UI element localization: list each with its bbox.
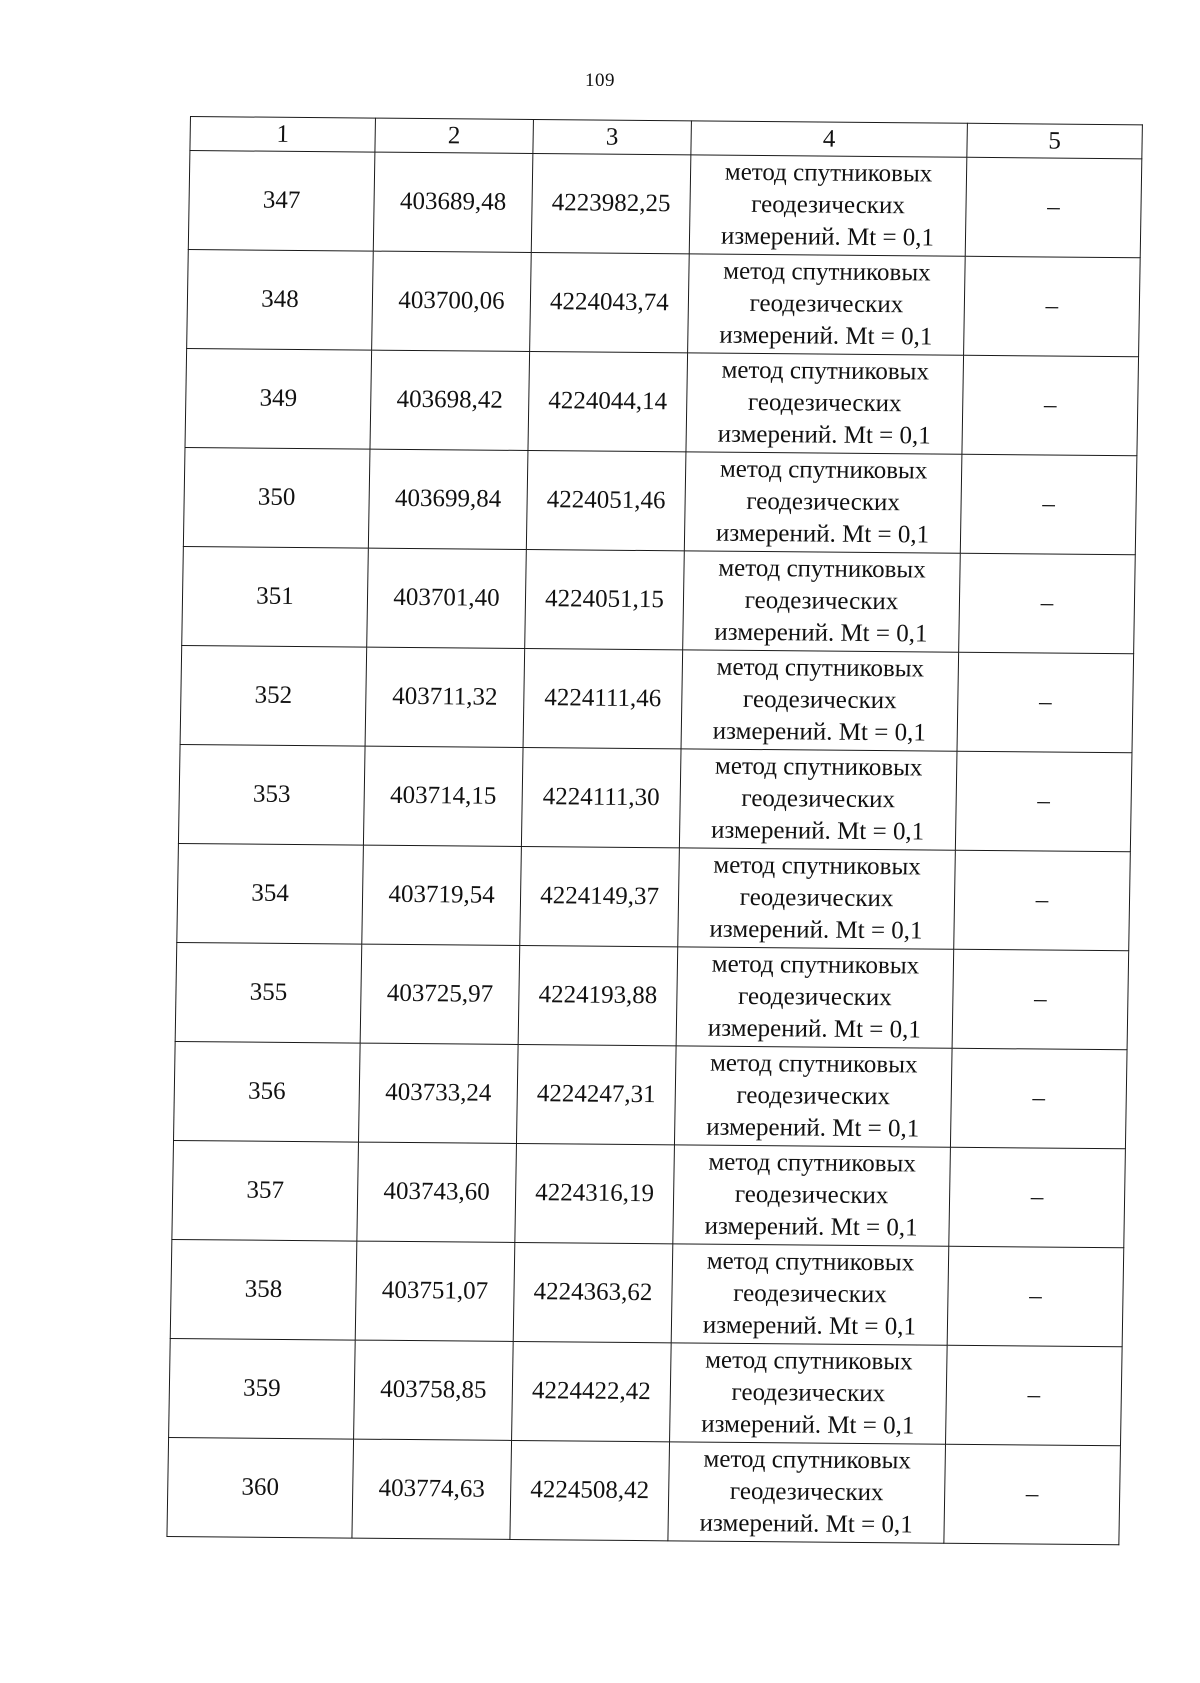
method-cell [670,1343,948,1444]
method-line-1: метод спутниковых [709,1049,918,1079]
x-coordinate-cell: 403701,40 [367,548,527,648]
method-line-2: геодезических [732,1279,888,1309]
method-line-2: геодезических [746,487,901,517]
point-number-cell: 348 [187,249,374,350]
header-cell-1: 1 [190,117,376,153]
method-cell [671,1244,949,1345]
method-line-3: измерений. Mt = 0,1 [714,618,928,648]
y-coordinate-cell: 4224247,31 [516,1044,676,1144]
table-row [183,447,1137,554]
method-cell [684,452,962,553]
y-coordinate-cell: 4223982,25 [531,153,691,253]
x-coordinate-cell: 403699,84 [368,449,528,549]
column-5-cell: – [959,553,1136,654]
coordinates-table [166,116,1142,1545]
column-5-cell: – [947,1246,1124,1347]
point-number-cell: 353 [178,744,365,845]
x-coordinate-cell: 403758,85 [354,1340,514,1440]
method-cell [689,155,967,256]
column-5-cell: – [949,1147,1126,1248]
table-body [167,117,1142,1545]
method-cell [676,947,954,1048]
point-number-cell: 357 [172,1140,359,1241]
column-5-cell: – [950,1048,1127,1149]
method-line-1: метод спутниковых [704,1346,913,1376]
method-line-3: измерений. Mt = 0,1 [705,1113,920,1143]
x-coordinate-cell: 403774,63 [352,1439,512,1539]
header-cell-3: 3 [533,119,692,154]
point-number-cell: 355 [175,942,362,1043]
column-5-cell: – [954,850,1131,951]
table-row [169,1338,1123,1445]
method-cell [686,353,964,454]
method-line-2: геодезических [737,982,892,1012]
method-line-3: измерений. Mt = 0,1 [712,717,927,747]
column-5-cell: – [955,751,1132,852]
header-cell-2: 2 [375,118,534,153]
column-5-cell: – [957,652,1134,753]
method-cell [668,1442,946,1543]
y-coordinate-cell: 4224422,42 [512,1341,672,1441]
method-cell [683,551,961,652]
method-cell [679,749,957,850]
method-line-3: измерений. Mt = 0,1 [710,816,925,846]
method-line-3: измерений. Mt = 0,1 [717,420,931,450]
method-line-3: измерений. Mt = 0,1 [709,915,923,945]
method-line-1: метод спутниковых [719,455,928,485]
method-line-1: метод спутниковых [703,1445,912,1475]
table-row [174,1041,1128,1148]
method-line-1: метод спутниковых [723,257,931,287]
method-line-2: геодезических [742,685,897,715]
method-line-2: геодезических [731,1378,886,1408]
table-row [187,249,1141,356]
column-5-cell: – [952,949,1129,1050]
table-row [175,942,1129,1049]
x-coordinate-cell: 403714,15 [363,746,523,846]
y-coordinate-cell: 4224363,62 [513,1242,673,1342]
page-number: 109 [585,70,615,91]
x-coordinate-cell: 403725,97 [360,944,520,1044]
column-5-cell: – [964,256,1141,357]
point-number-cell: 359 [169,1338,356,1439]
x-coordinate-cell: 403711,32 [365,647,525,747]
x-coordinate-cell: 403698,42 [370,350,530,450]
method-line-3: измерений. Mt = 0,1 [701,1410,915,1440]
table-row [180,645,1134,752]
x-coordinate-cell: 403751,07 [355,1241,515,1341]
table-row [188,151,1142,258]
x-coordinate-cell: 403700,06 [372,251,532,351]
method-cell [688,254,966,355]
method-line-2: геодезических [734,1180,889,1210]
point-number-cell: 351 [182,546,369,647]
method-line-1: метод спутниковых [716,653,925,683]
method-line-1: метод спутниковых [708,1148,917,1178]
method-line-3: измерений. Mt = 0,1 [702,1311,917,1341]
column-5-cell: – [960,454,1137,555]
y-coordinate-cell: 4224316,19 [515,1143,675,1243]
y-coordinate-cell: 4224051,46 [526,450,686,550]
x-coordinate-cell: 403719,54 [362,845,522,945]
method-cell [673,1145,951,1246]
method-cell [681,650,959,751]
x-coordinate-cell: 403743,60 [357,1142,517,1242]
table-row [177,843,1131,950]
table-row [172,1140,1126,1247]
x-coordinate-cell: 403733,24 [358,1043,518,1143]
method-line-1: метод спутниковых [706,1247,915,1277]
method-line-3: измерений. Mt = 0,1 [707,1014,922,1044]
table-row [182,546,1136,653]
method-line-1: метод спутниковых [714,752,923,782]
method-line-1: метод спутниковых [718,554,926,584]
table-row [185,348,1139,455]
point-number-cell: 356 [174,1041,361,1142]
method-line-3: измерений. Mt = 0,1 [715,519,930,549]
y-coordinate-cell: 4224044,14 [528,351,688,451]
column-5-cell: – [965,157,1142,258]
method-line-1: метод спутниковых [724,158,933,188]
column-5-cell: – [946,1345,1123,1446]
y-coordinate-cell: 4224149,37 [520,846,680,946]
method-line-1: метод спутниковых [721,356,930,386]
y-coordinate-cell: 4224193,88 [518,945,678,1045]
point-number-cell: 347 [188,151,375,252]
method-line-3: измерений. Mt = 0,1 [719,321,933,351]
point-number-cell: 354 [177,843,364,944]
header-cell-4: 4 [691,121,968,157]
method-line-2: геодезических [736,1081,891,1111]
method-line-2: геодезических [744,586,899,616]
method-cell [678,848,956,949]
point-number-cell: 360 [167,1437,354,1538]
y-coordinate-cell: 4224111,46 [523,648,683,748]
y-coordinate-cell: 4224508,42 [510,1440,670,1540]
method-line-1: метод спутниковых [711,950,920,980]
table-row [170,1239,1124,1346]
method-line-3: измерений. Mt = 0,1 [704,1212,918,1242]
method-line-2: геодезических [749,289,904,319]
y-coordinate-cell: 4224051,15 [525,549,685,649]
y-coordinate-cell: 4224043,74 [530,252,690,352]
method-line-3: измерений. Mt = 0,1 [720,222,935,252]
method-line-2: геодезических [741,784,896,814]
method-line-2: геодезических [739,883,894,913]
x-coordinate-cell: 403689,48 [373,152,533,252]
point-number-cell: 358 [170,1239,357,1340]
column-5-cell: – [962,355,1139,456]
header-cell-5: 5 [967,123,1143,159]
column-5-cell: – [944,1444,1121,1545]
method-line-1: метод спутниковых [713,851,922,881]
y-coordinate-cell: 4224111,30 [521,747,681,847]
method-line-3: измерений. Mt = 0,1 [699,1509,913,1539]
point-number-cell: 350 [183,447,370,548]
method-cell [674,1046,952,1147]
method-line-2: геодезических [751,190,906,220]
point-number-cell: 349 [185,348,372,449]
table-row [167,1437,1121,1544]
method-line-2: геодезических [747,388,902,418]
table-row [178,744,1132,851]
method-line-2: геодезических [729,1477,884,1507]
point-number-cell: 352 [180,645,367,746]
